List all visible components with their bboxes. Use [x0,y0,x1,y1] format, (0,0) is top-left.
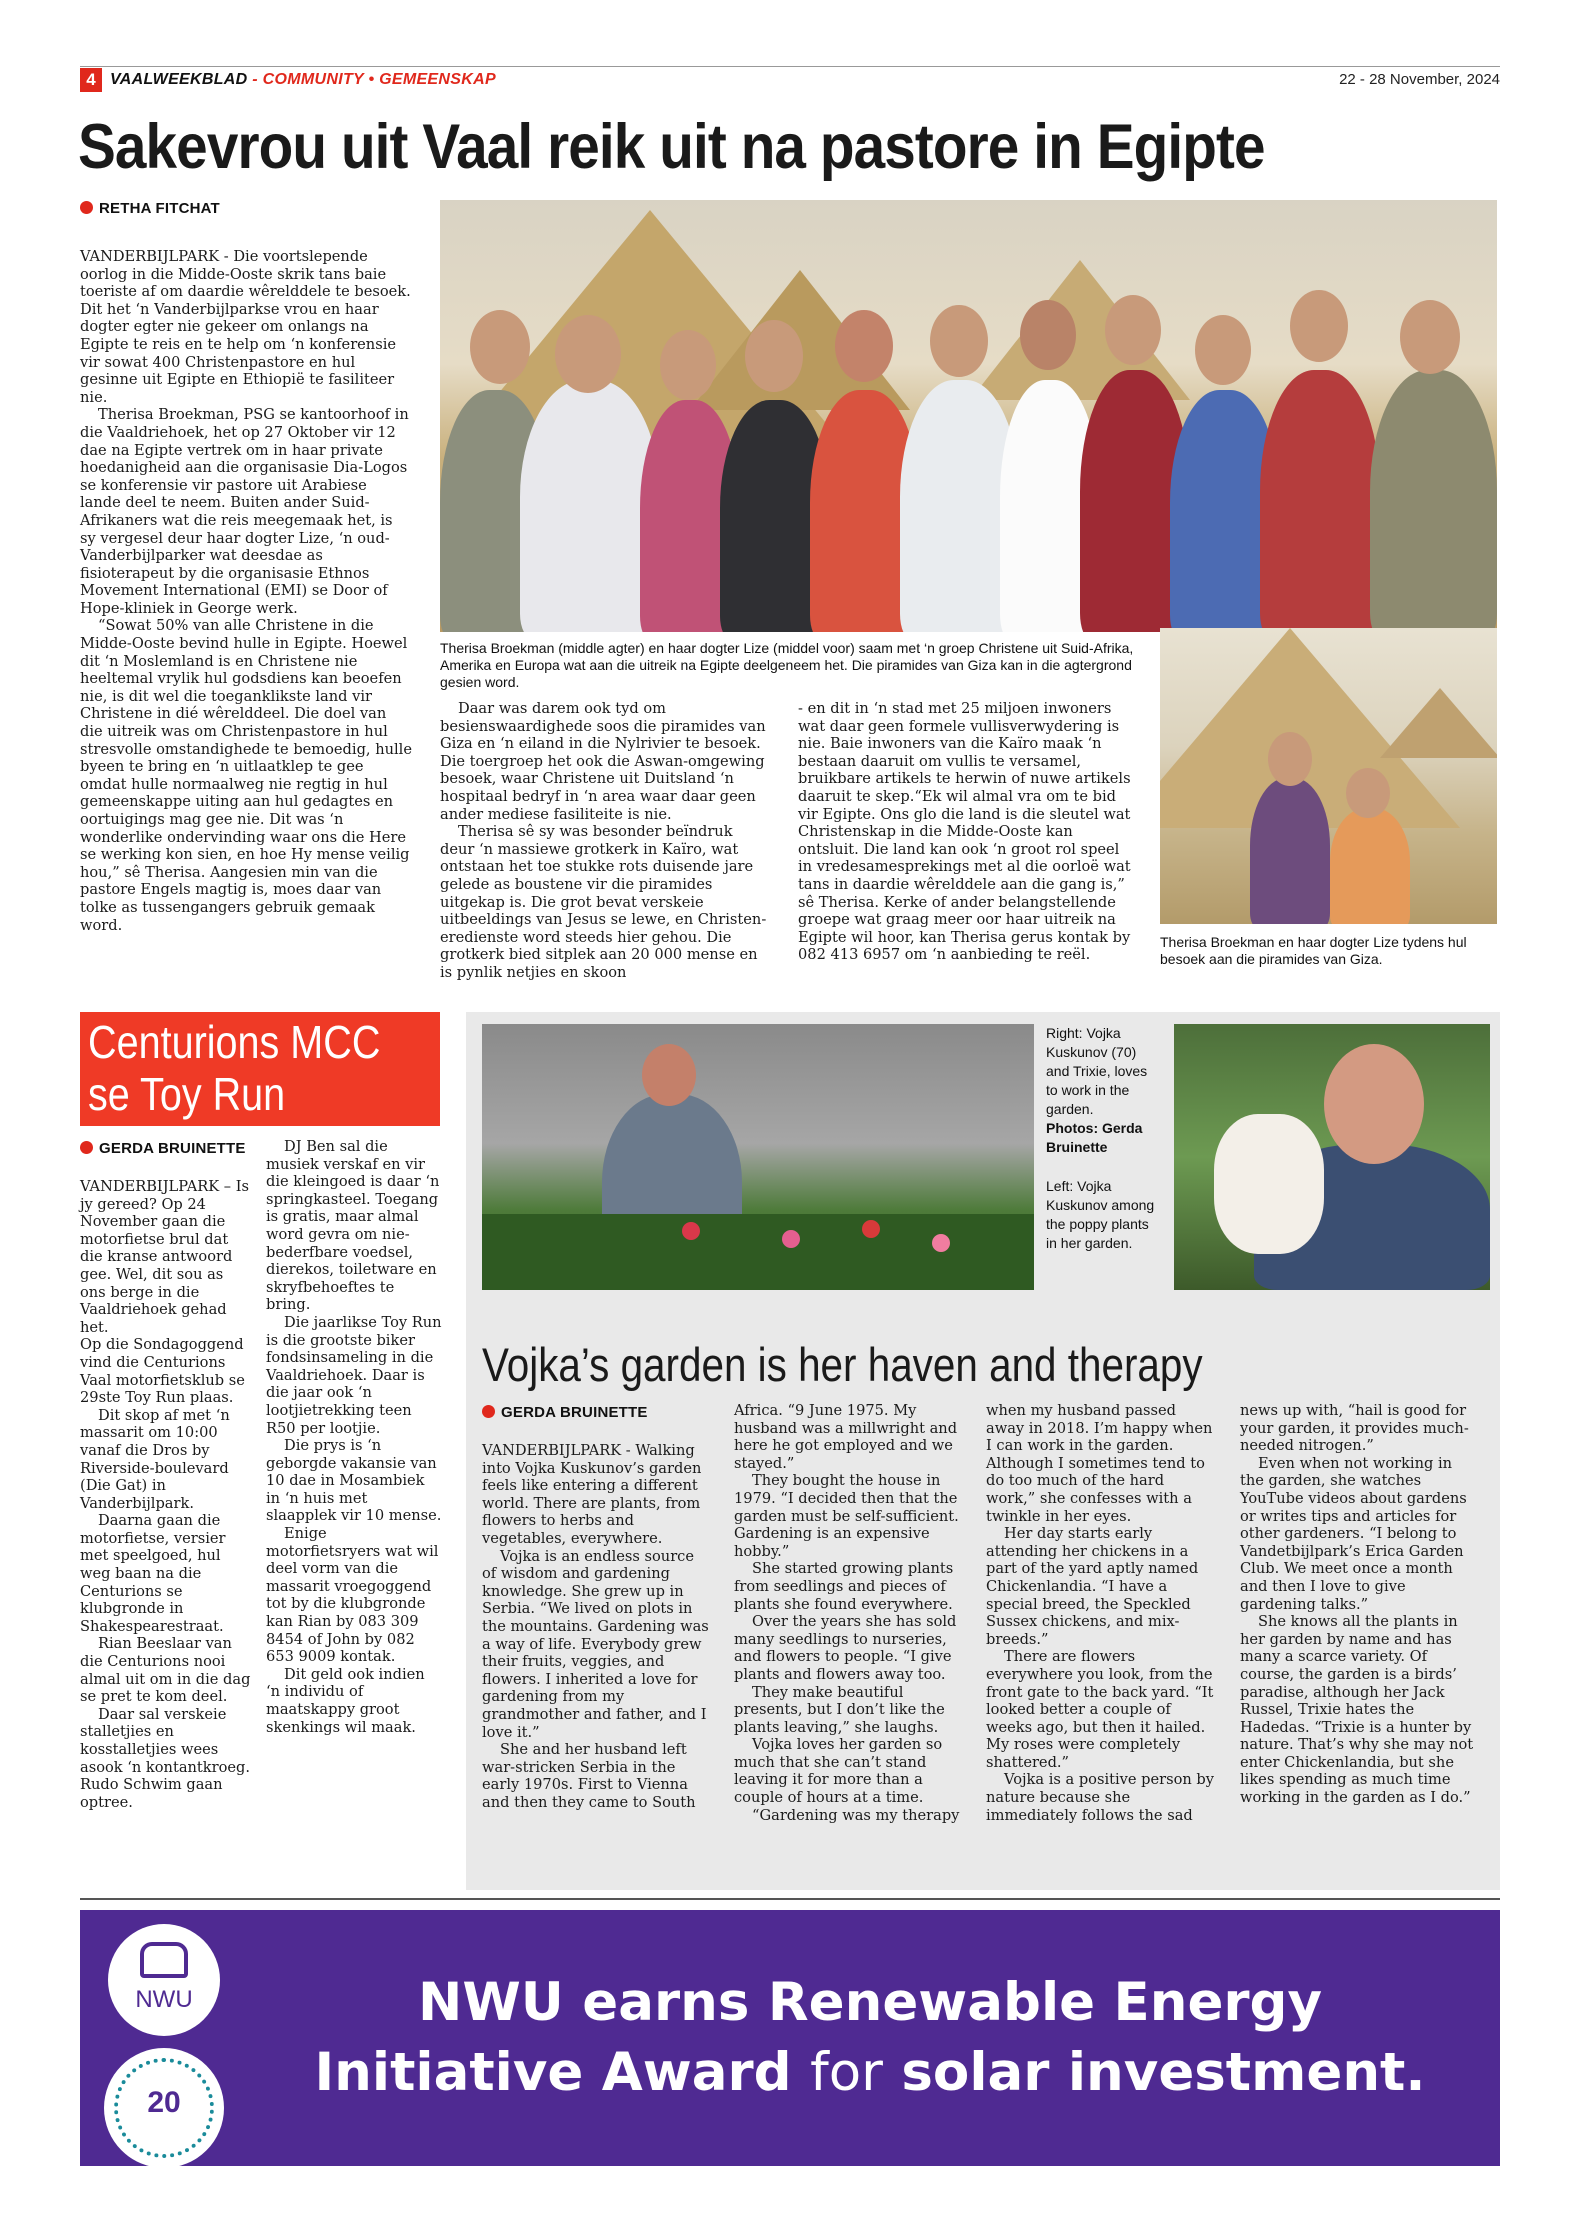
ad-headline-line: NWU earns Renewable Energy [417,1972,1323,2033]
person-head [1400,300,1460,374]
paragraph: Vojka loves her garden so much that she can’t stand leaving it for more than a couple of hours at a time. [734,1736,943,1807]
ad-headline-part: for [810,2042,883,2103]
person-figure [1370,370,1497,632]
garden-byline [482,1404,648,1422]
person-head [660,330,716,400]
masthead [110,68,496,92]
person-head [1195,315,1251,385]
caption-text: Left: Vojka Kuskunov among the poppy plants in her garden. [1046,1178,1155,1251]
paragraph: when my husband passed away in 2018. I’m happy when I can work in the garden. Although I sometimes tend to do too much of the hard work,” she confesses with a twinkle in her eyes. [986,1402,1213,1525]
flower-shape [682,1222,700,1240]
ad-headline-line [250,2038,1490,2108]
garden-col-4 [1240,1402,1478,1807]
main-col-1 [80,248,412,934]
person-head [1268,732,1312,786]
nwu-logo [108,1924,220,2036]
paragraph: Daarna gaan die motorfietse, versier met speelgoed, hul weg baan na die Centurions se klubgronde in Shakespearestraat. [80,1512,226,1635]
person-head [470,310,530,384]
person-head [642,1044,696,1106]
person-head [1020,300,1076,370]
paragraph: There are flowers everywhere you look, from the front gate to the back yard. “It looked better a couple of weeks ago, but then it hailed. My roses were completely shattered.” [986,1648,1214,1771]
paragraph: Vojka is a positive person by nature because she immediately follows the sad [986,1771,1215,1824]
paragraph: Over the years she has sold many seedlings to nurseries, and flowers to people. “I give plants and flowers away too. [734,1613,957,1683]
person-figure [520,380,660,632]
anniversary-badge [104,2048,224,2168]
caption-text: Right: Vojka Kuskunov (70) and Trixie, loves to work in the garden. [1046,1025,1148,1117]
garden-headline: Vojka’s garden is her haven and therapy [482,1338,1203,1391]
paragraph: She started growing plants from seedlings and pieces of plants she found everywhere. [734,1560,954,1613]
pyramid-side-photo [1160,628,1497,924]
paragraph: Dit geld ook indien ‘n individu of maatskappy groot skenkings wil maak. [266,1665,425,1736]
paragraph: “Gardening was my therapy [752,1806,960,1824]
paragraph: They bought the house in 1979. “I decided then that the garden must be self-sufficient. Gardening is an expensive hobby.” [734,1472,959,1560]
paragraph: Rian Beeslaar van die Centurions nooi almal uit om in die dag se pret te kom deel. [80,1635,251,1706]
centurions-col-1 [80,1178,252,1811]
paragraph: Daar sal verskeie stalletjies en kosstalletjies wees asook ‘n kontantkroeg. Rudo Schwim gaan optree. [80,1705,251,1811]
dog-figure [1214,1114,1324,1254]
main-byline [80,200,220,218]
paragraph: Dit skop af met ‘n massarit om 10:00 vanaf die Dros by Riverside-boulevard (Die Gat) in Vanderbijlpark. [80,1406,230,1512]
person-head [930,305,988,377]
centurions-title-line: se Toy Run [88,1068,286,1120]
person-head [1290,290,1348,362]
paragraph: VANDERBIJLPARK - Die voortslepende oorlog in die Midde-Ooste skrik tans baie toeriste af om daardie wêrelddele te besoek. Dit het ‘n Vanderbijlparkse vrou en haar dogter egter nie gekeer om onlangs na Egipte te reis en te help om ‘n konferensie vir sowat 400 Christenpastore en hul gesinne uit Egipte en Ethiopië te fasiliteer nie. [80,248,411,406]
garden-col-3 [986,1402,1216,1824]
paragraph: - en dit in ‘n stad met 25 miljoen inwoners wat daar geen formele vullisverwydering is nie. Baie inwoners van die Kaïro maak ‘n bestaan daaruit om vullis te versamel, bruikbare artikels te herwin of nuwe artikels daaruit te skep.“Ek wil almal vra om te bid vir Egipte. Ons glo die land is die sleutel wat Christenskap in die Midde-Ooste kan ontsluit. Die land kan ook ‘n groot rol speel in vredesamesprekings met al die oorloë wat tans in daardie wêrelddele aan die gang is,” sê Therisa. Kerke of ander belangstellende groepe wat graag meer oor haar uitreik na Egipte wil hoor, kan Therisa gerus kontak by 082 413 6957 om ‘n aanbieding te reël. [798,700,1131,964]
publication-name: VAALWEEKBLAD [110,71,248,88]
paragraph: VANDERBIJLPARK – Is jy gereed? Op 24 November gaan die motorfietse brul dat die kranse antwoord gee. Wel, dit sou as ons berge in die Vaaldriehoek gehad het. [80,1178,249,1336]
centurions-title [88,1016,389,1120]
flower-shape [862,1220,880,1238]
side-photo-caption: Therisa Broekman en haar dogter Lize tydens hul besoek aan die piramides van Giza. [1160,934,1467,967]
main-col-2 [440,700,770,982]
centurions-col-2 [266,1138,442,1736]
nwu-logo-icon [140,1942,188,1978]
main-photo-caption: Therisa Broekman (middle agter) en haar dogter Lize (middel voor) saam met ‘n groep Christene uit Suid-Afrika, Amerika en Europa wat aan die uitreik na Egipte deelgeneem het. Die piramides van Giza kan in die agtergrond gesien word. [440,640,1134,690]
person-figure [1250,778,1330,924]
garden-caption-right [1046,1024,1162,1253]
main-headline: Sakevrou uit Vaal reik uit na pastore in Egipte [78,112,1265,182]
person-figure [1330,808,1410,924]
pyramid-shape [1380,688,1497,758]
egypt-group-photo [440,200,1497,632]
person-head [1346,768,1390,818]
flower-shape [932,1234,950,1252]
paragraph: She knows all the plants in her garden by name and has many a scarce variety. Of course, the garden is a birds’ paradise, although her Jack Russel, Trixie hates the Hadedas. “Trixie is a hunter by nature. That’s why she may not enter Chickenlandia, but she likes spending as much time working in the garden as I do.” [1240,1613,1474,1807]
ad-headline-part: solar investment. [901,2042,1426,2103]
byline-dot-icon [482,1405,495,1418]
flower-shape [782,1230,800,1248]
paragraph: They make beautiful presents, but I don’t like the plants leaving,” she laughs. [734,1683,945,1736]
paragraph: Vojka is an endless source of wisdom and gardening knowledge. She grew up in Serbia. “We lived on plots in the mountains. Gardening was a way of life. Everybody grew their fruits, veggies, and flowers. I inherited a love for gardening from my grandmother and father, and I love it.” [482,1547,709,1741]
centurions-title-line: Centurions MCC [88,1016,381,1068]
person-head [1105,295,1161,365]
paragraph: Therisa sê sy was besonder beïndruk deur ‘n massiewe grotkerk in Kaïro, wat ontstaan het toe stukke rots duisende jare gelede as boustene vir die piramides uitgekap is. Die grot bevat verskeie uitbeeldings van Jesus se lewe, en Christen-eredienste word steeds hier gehou. Die grotkerk bied sitplek aan 20 000 mense en is pynlik netjies en skoon [440,823,767,981]
paragraph: Africa. “9 June 1975. My husband was a millwright and here he got employed and we stayed.” [734,1402,958,1472]
paragraph: Therisa Broekman, PSG se kantoorhoof in die Vaaldriehoek, het op 27 Oktober vir 12 dae na Egipte vertrek om in haar private hoedanigheid aan die organisasie Dia-Logos se konferensie vir pastore uit Arabiese lande deel te neem. Buiten ander Suid-Afrikaners wat die reis meegemaak het, is sy vergesel deur haar dogter Lize, ‘n oud-Vanderbijlparker wat deesdae as fisioterapeut by die organisasie Ethnos Movement International (EMI) se Door of Hope-kliniek in George werk. [80,406,409,617]
header-rule [80,66,1500,67]
garden-byline-text: GERDA BRUINETTE [501,1404,648,1421]
ad-headline [250,1968,1490,2108]
paragraph: She and her husband left war-stricken Serbia in the early 1970s. First to Vienna and then they came to South [482,1741,696,1811]
paragraph: Op die Sondagoggend vind die Centurions Vaal motorfietsklub se 29ste Toy Run plaas. [80,1336,245,1407]
page-number: 4 [80,68,102,92]
ad-headline-part: Initiative Award [314,2042,792,2103]
person-head [835,310,893,382]
paragraph: “Sowat 50% van alle Christene in die Midde-Ooste bevind hulle in Egipte. Hoewel dit ‘n Moslemland is en Christene nie heeltemal vrylik hul godsdiens kan beoefen nie, is dit wel die toeganklikste land vir Christene in dié wêrelddeel. Die doel van die uitreik was om Christenpastore in hul stresvolle omstandighede te bemoedig, hulle byeen te bring en ‘n uitlaatklep te gee omdat hulle normaalweg nie regtig in hul gemeenskappe uiting aan hul gedagtes en oortuigings mag gee nie. Dit was ‘n wonderlike ondervinding waar ons die Here se werking kon sien, en hoe Hy mense veilig hou,” sê Therisa. Aangesien min van die pastore Engels magtig is, moes daar van tolke as tussengangers gebruik gemaak word. [80,617,412,934]
ad-top-rule [80,1898,1500,1900]
byline-dot-icon [80,1141,93,1154]
badge-number: 20 [147,2086,181,2119]
person-head [1324,1044,1424,1164]
photo-credit: Photos: Gerda Bruinette [1046,1120,1143,1155]
centurions-byline-text: GERDA BRUINETTE [99,1140,246,1157]
person-figure [1260,370,1380,632]
paragraph: Die prys is ‘n geborgde vakansie van 10 dae in Mosambiek in ‘n huis met slaapplek vir 10 mense. [266,1437,442,1525]
issue-date: 22 - 28 November, 2024 [1339,71,1500,88]
paragraph: Daar was darem ook tyd om besienswaardighede soos die piramides van Giza en ‘n eiland in die Nylrivier te besoek. Die toergroep het ook die Aswan-omgewing besoek, waar Christene uit Duitsland ‘n hospitaal bedryf in ‘n area waar daar geen ander mediese fasiliteite is nie. [440,700,766,823]
paragraph: Die jaarlikse Toy Run is die grootste biker fondsinsameling in die Vaaldriehoek. Daar is die jaar ook ‘n lootjietrekking teen R50 per lootjie. [266,1313,442,1437]
paragraph: Enige motorfietsryers wat wil deel vorm van die massarit vroegoggend tot by die klubgronde kan Rian by 083 309 8454 of John by 082 653 9009 kontak. [266,1525,439,1666]
main-col-3 [798,700,1138,964]
main-byline-text: RETHA FITCHAT [99,200,220,217]
person-head [745,320,803,392]
paragraph: Her day starts early attending her chickens in a part of the yard aptly named Chickenlandia. “I have a special breed, the Speckled Sussex chickens, and mix-breeds.” [986,1525,1199,1648]
paragraph: news up with, “hail is good for your garden, it provides much-needed nitrogen.” [1240,1402,1469,1455]
paragraph: VANDERBIJLPARK - Walking into Vojka Kuskunov’s garden feels like entering a different world. There are plants, from flowers to herbs and vegetables, everywhere. [482,1442,702,1547]
paragraph: Even when not working in the garden, she watches YouTube videos about gardens or writes tips and articles for other gardeners. “I belong to Vandetbijlpark’s Erica Garden Club. We meet once a month and then I love to give gardening talks.” [1240,1454,1467,1613]
centurions-byline [80,1140,246,1158]
garden-col-2 [734,1402,964,1824]
garden-photo-left [482,1024,1034,1290]
nwu-logo-text: NWU [135,1986,193,2013]
paragraph: DJ Ben sal die musiek verskaf en vir die kleingoed is daar ‘n springkasteel. Toegang is gratis, maar almal word gevra om nie-bederfbare voedsel, dierekos, toiletware en skryfbehoeftes te bring. [266,1138,440,1314]
person-head [555,315,621,393]
garden-photo-right [1174,1024,1490,1290]
flower-bed [482,1214,1034,1290]
section-name: - COMMUNITY • GEMEENSKAP [252,71,496,88]
garden-col-1 [482,1442,710,1811]
byline-dot-icon [80,201,93,214]
